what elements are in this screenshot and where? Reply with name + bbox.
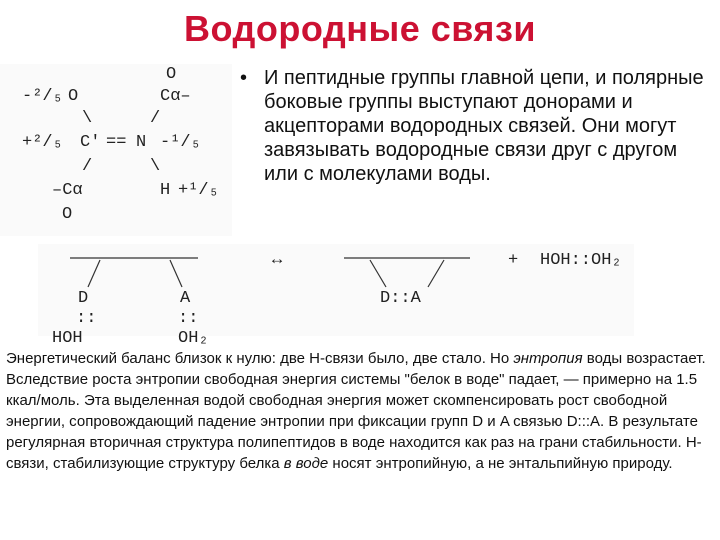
donor-label: D [78, 289, 89, 308]
paragraph-emphasis-in-water: в воде [283, 455, 329, 472]
explanation-paragraph [6, 348, 716, 474]
paragraph-part-3: носят энтропийную, а не энтальпийную природу. [328, 455, 673, 472]
nitrogen-charge: -¹/₅ [160, 133, 201, 152]
nitrogen-atom: N [136, 133, 147, 152]
bottom-oxygen: O [62, 205, 73, 224]
left-branch-d [88, 260, 100, 287]
c-alpha-bottom: –Cα [52, 181, 83, 200]
carbonyl-carbon: C′ [80, 133, 101, 152]
water-right: OH₂ [178, 329, 209, 348]
bond-slash-bottom: / [82, 157, 93, 176]
bond-backslash: \ [82, 109, 93, 128]
peptide-bond: == [106, 133, 127, 152]
equilibrium-arrow: ↔ [272, 251, 283, 270]
right-branch-a [428, 260, 444, 287]
hydrogen-atom: H [160, 181, 171, 200]
paragraph-part-1: Энергетический баланс близок к нулю: две Н-связи было, две стало. Но [6, 350, 514, 367]
paragraph-part-2: воды возрастает. Вследствие роста энтропии свободная энергия системы "белок в воде" падает, — примерно на 1.5 ккал/моль. Эта выделенная водой свободная энергия может скомпенсировать рост свободной энергии, сопровождающий падение энтропии при фиксации групп D и A связью D:::A. В результате регулярная вторичная структура полипептидов в воде находится как раз на грани стабильности. Н-связи, стабилизующие структуру белка [6, 350, 706, 472]
donor-acceptor-pair: D::A [380, 289, 421, 308]
bond-slash-top: / [150, 109, 161, 128]
colon-left: :: [76, 309, 97, 328]
bullet-item: • И пептидные группы главной цепи, и полярные боковые группы выступают донорами и акцепторами водородных связей. Они могут завязывать водородные связи друг с другом или с молекулами воды. [240, 66, 710, 186]
c-alpha-top: Cα– [160, 87, 191, 106]
right-branch-d [370, 260, 386, 287]
oxygen-atom: O [68, 87, 79, 106]
hydrogen-charge: +¹/₅ [178, 181, 219, 200]
water-left: HOH [52, 329, 83, 348]
top-oxygen: O [166, 65, 177, 84]
oxygen-charge: -²/₅ [22, 87, 63, 106]
colon-right: :: [178, 309, 199, 328]
paragraph-emphasis-entropy: энтропия [513, 350, 583, 367]
left-branch-a [170, 260, 182, 287]
bond-backslash-bottom: \ [150, 157, 161, 176]
plus-sign: + [508, 251, 519, 270]
water-dimer: HOH::OH₂ [540, 251, 622, 270]
carbon-charge: +²/₅ [22, 133, 63, 152]
acceptor-label: A [180, 289, 191, 308]
slide-title: Водородные связи [184, 8, 536, 49]
